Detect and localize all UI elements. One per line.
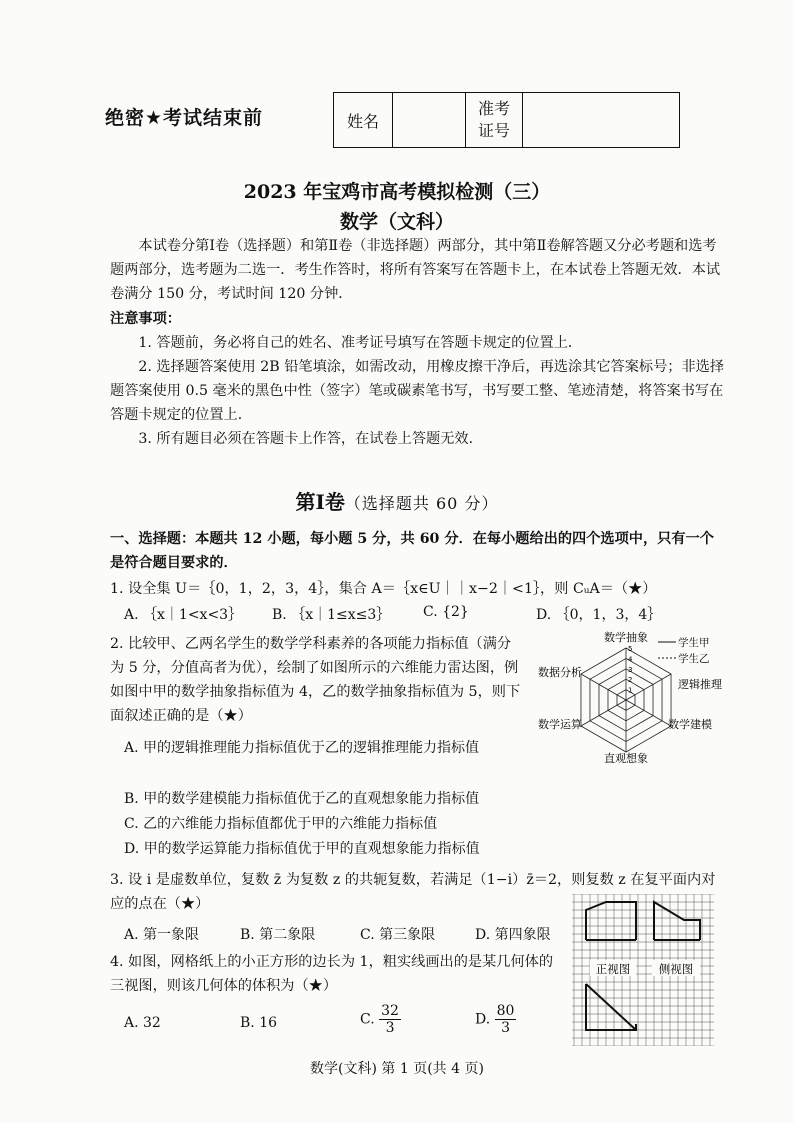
question-1-stem: 1. 设全集 U＝｛0，1，2，3，4｝，集合 A＝｛x∈U｜｜x−2｜<1｝，则 CᵤA＝（★） <box>110 581 657 597</box>
exam-id-field[interactable] <box>523 93 680 148</box>
question-3-stem: 3. 设 i 是虚数单位，复数 z̄ 为复数 z 的共轭复数，若满足（1−i）z̄＝2，则复数 z 在复平面内对应的点在（★） <box>110 872 716 912</box>
candidate-info-box <box>333 92 680 148</box>
section-instructions: 一、选择题：本题共 12 小题，每小题 5 分，共 60 分．在每小题给出的四个选项中，只有一个是符合题目要求的． <box>110 531 714 571</box>
question-2-option-c[interactable]: C. 乙的六维能力指标值都优于甲的六维能力指标值 <box>124 816 438 832</box>
name-field[interactable] <box>393 93 466 148</box>
question-3-option-d[interactable]: D. 第四象限 <box>475 927 551 943</box>
radar-axis-label: 直观想象 <box>604 752 648 765</box>
question-1-option-d[interactable]: D. ｛0，1，3，4｝ <box>536 607 662 623</box>
question-4-option-c[interactable]: C. $\frac{32}{3}$ <box>360 1003 399 1036</box>
page-footer: 数学(文科) 第 1 页(共 4 页) <box>310 1061 484 1077</box>
intro-paragraph: 本试卷分第Ⅰ卷（选择题）和第Ⅱ卷（非选择题）两部分，其中第Ⅱ卷解答题又分必考题和选考题两部分，选考题为二选一．考生作答时，将所有答案写在答题卡上，在本试卷上答题无效．本试卷满分 150 分，考试时间 120 分钟． <box>110 238 721 302</box>
name-label: 姓名 <box>334 93 393 148</box>
radar-axis-label: 数据分析 <box>538 666 582 679</box>
question-3-option-b[interactable]: B. 第二象限 <box>240 927 316 943</box>
exam-title: 2023 年宝鸡市高考模拟检测（三） <box>243 181 551 203</box>
legend-label-a: 学生甲 <box>678 637 710 649</box>
notice-heading: 注意事项： <box>110 311 181 327</box>
legend-label-b: 学生乙 <box>678 653 710 665</box>
question-4-stem: 4. 如图，网格纸上的小正方形的边长为 1，粗实线画出的是某几何体的三视图，则该几何体的体积为（★） <box>110 954 554 994</box>
radar-tick-label: 2 <box>628 676 633 685</box>
radar-axis-label: 数学抽象 <box>604 631 648 644</box>
front-view-top <box>586 902 636 940</box>
confidential-label: 绝密★考试结束前 <box>105 107 264 129</box>
radar-spoke <box>626 700 671 726</box>
question-2-option-a[interactable]: A. 甲的逻辑推理能力指标值优于乙的逻辑推理能力指标值 <box>124 740 480 756</box>
question-4-option-d[interactable]: D. $\frac{80}{3}$ <box>475 1003 515 1036</box>
radar-axis-label: 数学运算 <box>538 718 582 731</box>
notice-item-2: 2. 选择题答案使用 2B 铅笔填涂，如需改动，用橡皮擦干净后，再选涂其它答案标号；非选择题答案使用 0.5 毫米的黑色中性（签字）笔或碳素笔书写，书写要工整、笔迹清楚，将答案书写在答题卡规定的位置上． <box>110 359 725 423</box>
question-2-stem: 2. 比较甲、乙两名学生的数学学科素养的各项能力指标值（满分为 5 分，分值高者为优），绘制了如图所示的六维能力雷达图，例如图中甲的数学抽象指标值为 4，乙的数学抽象指标值为 5，则下面叙述正确的是（★） <box>110 636 521 724</box>
radar-tick-label: 3 <box>628 665 633 674</box>
radar-spoke <box>581 700 626 726</box>
question-1-option-b[interactable]: B. ｛x｜1≤x≤3｝ <box>272 607 391 623</box>
question-3-option-a[interactable]: A. 第一象限 <box>124 927 200 943</box>
radar-axis-label: 逻辑推理 <box>678 678 722 691</box>
question-1-option-a[interactable]: A. ｛x｜1<x<3｝ <box>124 607 243 623</box>
question-1-option-c[interactable]: C. {2} <box>423 604 469 620</box>
question-4-option-b[interactable]: B. 16 <box>240 1015 278 1031</box>
exam-id-label: 准考 证号 <box>466 93 523 148</box>
question-3-option-c[interactable]: C. 第三象限 <box>360 927 436 943</box>
volume-title: 第Ⅰ卷（选择题共 60 分） <box>295 490 499 514</box>
radar-grid <box>581 645 671 752</box>
radar-spoke <box>581 674 626 700</box>
question-2-option-d[interactable]: D. 甲的数学运算能力指标值优于甲的直观想象能力指标值 <box>124 841 480 857</box>
radar-tick-label: 4 <box>628 655 633 664</box>
front-view-label: 正视图 <box>595 962 631 976</box>
radar-tick-label: 5 <box>628 645 633 653</box>
radar-spoke <box>626 674 671 700</box>
exam-subject: 数学（文科） <box>339 211 454 233</box>
radar-axis-label: 数学建模 <box>668 718 712 731</box>
question-4-option-a[interactable]: A. 32 <box>124 1015 161 1031</box>
radar-chart <box>526 628 726 768</box>
question-2-option-b[interactable]: B. 甲的数学建模能力指标值优于乙的直观想象能力指标值 <box>124 791 480 807</box>
radar-tick-label: 1 <box>628 686 633 695</box>
side-view-label: 侧视图 <box>658 962 694 976</box>
three-view-grid <box>572 894 714 1046</box>
side-view-top <box>654 902 700 940</box>
notice-item-1: 1. 答题前，务必将自己的姓名、准考证号填写在答题卡规定的位置上． <box>138 335 583 351</box>
notice-item-3: 3. 所有题目必须在答题卡上作答，在试卷上答题无效． <box>138 431 483 447</box>
